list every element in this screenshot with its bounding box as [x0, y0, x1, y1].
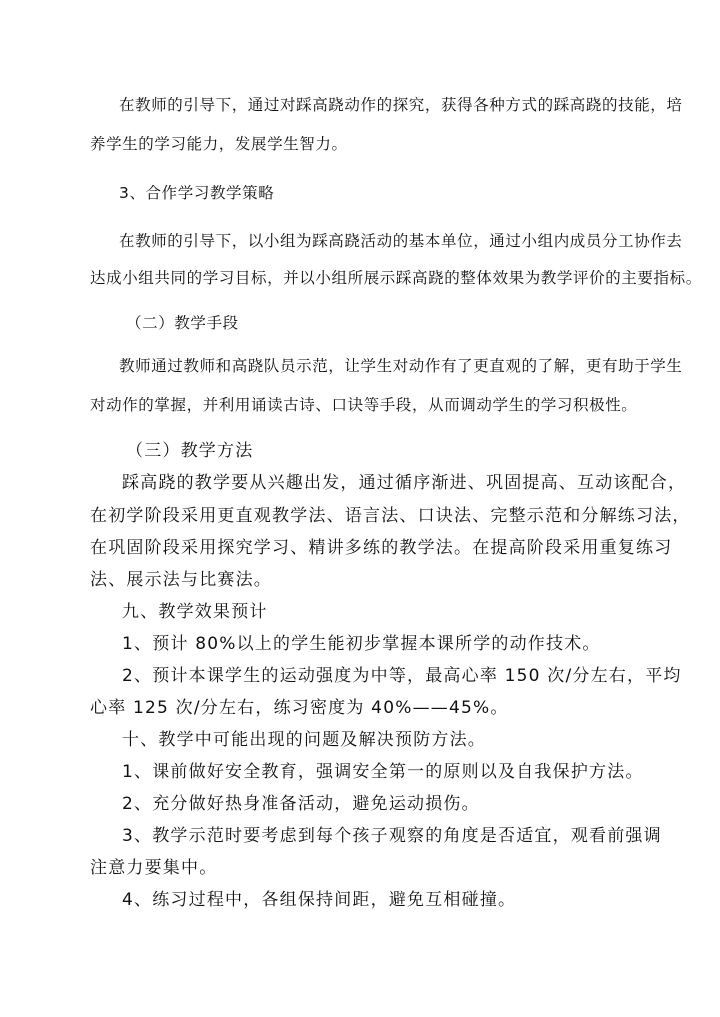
section-heading: （二）教学手段	[126, 314, 239, 332]
paragraph-line: 在教师的引导下，以小组为踩高跷活动的基本单位，通过小组内成员分工协作去	[119, 232, 683, 250]
section-heading: 十、教学中可能出现的问题及解决预防方法。	[122, 730, 486, 750]
section-heading: （三）教学方法	[126, 441, 254, 461]
paragraph-line: 法、展示法与比赛法。	[90, 570, 272, 590]
paragraph-line: 教师通过教师和高跷队员示范，让学生对动作有了更直观的了解，更有助于学生	[119, 357, 683, 375]
list-item: 3、教学示范时要考虑到每个孩子观察的角度是否适宜，观看前强调	[122, 826, 662, 846]
paragraph-line: 在教师的引导下，通过对踩高跷动作的探究，获得各种方式的踩高跷的技能，培	[119, 96, 683, 114]
paragraph-line: 在巩固阶段采用探究学习、精讲多练的教学法。在提高阶段采用重复练习	[90, 538, 673, 558]
section-heading: 3、合作学习教学策略	[119, 184, 275, 202]
paragraph-line: 达成小组共同的学习目标，并以小组所展示踩高跷的整体效果为教学评价的主要指标。	[90, 269, 702, 287]
paragraph-line: 养学生的学习能力，发展学生智力。	[90, 135, 348, 153]
list-item-continuation: 心率 125 次/分左右，练习密度为 40%——45%。	[90, 698, 509, 718]
paragraph-line: 对动作的掌握，并利用诵读古诗、口诀等手段，从而调动学生的学习积极性。	[90, 396, 638, 414]
list-item: 4、练习过程中，各组保持间距，避免互相碰撞。	[122, 890, 517, 910]
paragraph-line: 在初学阶段采用更直观教学法、语言法、口诀法、完整示范和分解练习法，	[90, 506, 691, 526]
list-item: 1、预计 80%以上的学生能初步掌握本课所学的动作技术。	[122, 634, 601, 654]
list-item: 2、充分做好热身准备活动，避免运动损伤。	[122, 794, 480, 814]
list-item: 1、课前做好安全教育，强调安全第一的原则以及自我保护方法。	[122, 762, 644, 782]
section-heading: 九、教学效果预计	[122, 602, 268, 622]
paragraph-line: 踩高跷的教学要从兴趣出发，通过循序渐进、巩固提高、互动该配合，	[122, 473, 687, 493]
list-item: 2、预计本课学生的运动强度为中等，最高心率 150 次/分左右，平均	[122, 666, 682, 686]
list-item-continuation: 注意力要集中。	[90, 858, 218, 878]
